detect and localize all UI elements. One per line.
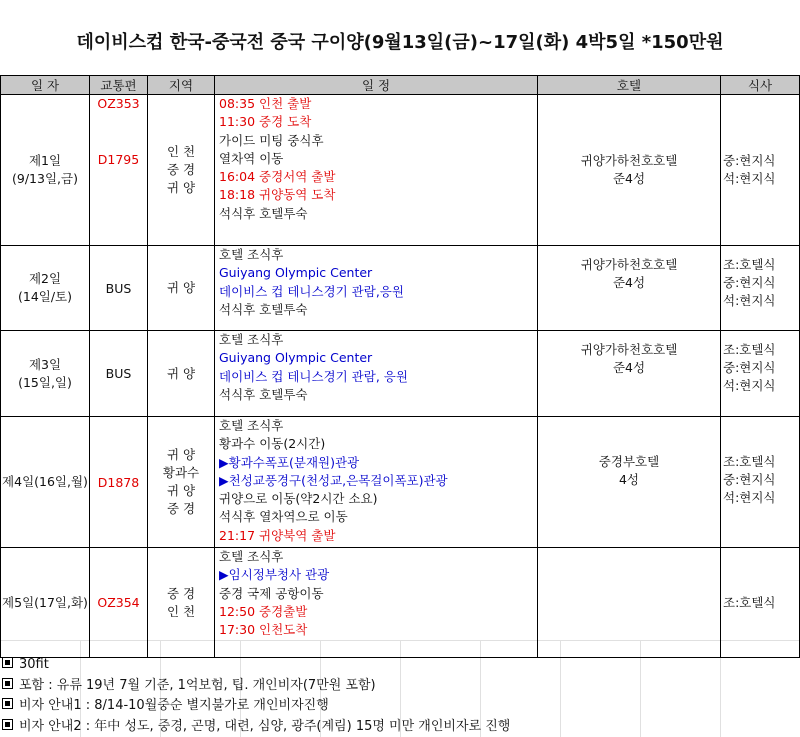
region-cell bbox=[148, 417, 215, 548]
itinerary-line: Guiyang Olympic Center bbox=[219, 350, 373, 366]
meal-text: 석:현지식 bbox=[723, 293, 776, 308]
date-text: 제1일 bbox=[28, 153, 62, 168]
note-item: 비자 안내1 : 8/14-10월중순 별지불가로 개인비자진행 bbox=[2, 696, 510, 717]
date-cell bbox=[1, 417, 90, 548]
bullet-square-icon bbox=[2, 678, 13, 689]
meals-cell bbox=[721, 246, 800, 331]
region-text: 귀 양 bbox=[166, 365, 196, 381]
itinerary-line: 호텔 조식후 bbox=[219, 247, 284, 262]
page-title: 데이비스컵 한국-중국전 중국 구이양(9월13일(금)~17일(화) 4박5일 *150만원 bbox=[76, 32, 724, 53]
region-cell bbox=[148, 331, 215, 417]
date-text: 제3일 bbox=[28, 356, 62, 372]
transport-text: BUS bbox=[105, 366, 132, 381]
region-text: 귀 양 bbox=[166, 447, 196, 462]
itinerary-line: 열차역 이동 bbox=[219, 150, 284, 166]
meals-cell bbox=[721, 548, 800, 658]
hotel-text: 준4성 bbox=[612, 360, 646, 375]
meals-cell bbox=[721, 331, 800, 417]
region-text: 귀 양 bbox=[166, 483, 196, 498]
transport-text: OZ354 bbox=[97, 595, 140, 610]
meal-text: 중:현지식 bbox=[723, 275, 776, 290]
schedule-row bbox=[1, 331, 800, 417]
meal-text: 석:현지식 bbox=[723, 490, 776, 505]
meal-text: 중:현지식 bbox=[723, 153, 776, 168]
schedule-row bbox=[1, 417, 800, 548]
bullet-square-icon bbox=[2, 719, 13, 730]
itinerary-line: ▶임시정부청사 관광 bbox=[219, 567, 330, 583]
hotel-text: 4성 bbox=[618, 472, 640, 487]
transport-text: BUS bbox=[105, 280, 132, 296]
itinerary-line: 석식후 열차역으로 이동 bbox=[219, 509, 348, 525]
itinerary-line: 석식후 호텔투숙 bbox=[219, 301, 308, 317]
header-region: 지역 bbox=[148, 76, 215, 95]
header-date: 일 자 bbox=[1, 76, 90, 95]
region-text: 인 천 bbox=[166, 603, 196, 619]
date-cell bbox=[1, 95, 90, 246]
header-hotel: 호텔 bbox=[538, 76, 721, 95]
hotel-text: 귀양가하천호호텔 bbox=[580, 153, 678, 168]
meals-cell bbox=[721, 417, 800, 548]
itinerary-cell bbox=[215, 246, 538, 331]
itinerary-line: 중경 국제 공항이동 bbox=[219, 585, 324, 601]
itinerary-line: 18:18 귀양동역 도착 bbox=[219, 187, 336, 203]
date-text: 제4일(16일,월) bbox=[2, 474, 88, 489]
region-text: 중 경 bbox=[166, 501, 196, 516]
date-text: (15일,일) bbox=[18, 374, 72, 390]
hotel-cell bbox=[538, 246, 721, 331]
meal-text: 조:호텔식 bbox=[723, 454, 776, 469]
note-item: 포함 : 유류 19년 7월 기준, 1억보험, 팁. 개인비자(7만원 포함) bbox=[2, 676, 510, 697]
itinerary-line: 호텔 조식후 bbox=[219, 549, 284, 564]
hotel-cell bbox=[538, 548, 721, 658]
itinerary-cell bbox=[215, 95, 538, 246]
notes-section bbox=[2, 655, 510, 737]
itinerary-cell bbox=[215, 417, 538, 548]
itinerary-line: 황과수 이동(2시간) bbox=[219, 436, 326, 452]
itinerary-line: 08:35 인천 출발 bbox=[219, 96, 312, 111]
region-text: 황과수 bbox=[162, 465, 200, 480]
region-text: 귀 양 bbox=[166, 280, 196, 295]
region-cell bbox=[148, 548, 215, 658]
date-cell bbox=[1, 246, 90, 331]
hotel-text: 귀양가하천호호텔 bbox=[580, 257, 678, 272]
meals-cell bbox=[721, 95, 800, 246]
region-cell bbox=[148, 95, 215, 246]
hotel-text: 중경부호텔 bbox=[598, 454, 660, 469]
meal-text: 석:현지식 bbox=[723, 171, 776, 186]
itinerary-line: 가이드 미팅 중식후 bbox=[219, 132, 324, 148]
region-text: 중 경 bbox=[166, 162, 196, 177]
meal-text: 조:호텔식 bbox=[723, 257, 776, 272]
schedule-row bbox=[1, 95, 800, 246]
transport-cell bbox=[90, 417, 148, 548]
itinerary-line: 17:30 인천도착 bbox=[219, 622, 308, 638]
date-text: (9/13일,금) bbox=[12, 171, 78, 186]
hotel-cell bbox=[538, 95, 721, 246]
itinerary-line: 11:30 중경 도착 bbox=[219, 114, 312, 130]
meal-text: 조:호텔식 bbox=[723, 342, 776, 357]
header-meals: 식사 bbox=[721, 76, 800, 95]
itinerary-line: 호텔 조식후 bbox=[219, 332, 284, 347]
date-text: 제5일(17일,화) bbox=[2, 594, 88, 610]
schedule-row bbox=[1, 246, 800, 331]
itinerary-line: ▶황과수폭포(분재원)관광 bbox=[219, 454, 360, 470]
transport-text: D1878 bbox=[97, 474, 140, 490]
region-cell bbox=[148, 246, 215, 331]
itinerary-line: ▶천성교풍경구(천성교,은목걸이폭포)관광 bbox=[219, 472, 448, 488]
hotel-text: 귀양가하천호호텔 bbox=[580, 342, 678, 357]
itinerary-line: Guiyang Olympic Center bbox=[219, 265, 373, 281]
date-cell bbox=[1, 548, 90, 658]
hotel-text: 준4성 bbox=[612, 171, 646, 186]
meal-text: 중:현지식 bbox=[723, 360, 776, 375]
itinerary-line: 데이비스 컵 테니스경기 관람, 응원 bbox=[219, 368, 408, 384]
itinerary-line: 16:04 중경서역 출발 bbox=[219, 169, 336, 185]
note-item: 30fit bbox=[2, 655, 510, 676]
meal-text: 조:호텔식 bbox=[723, 594, 776, 610]
itinerary-line: 데이비스 컵 테니스경기 관람,응원 bbox=[219, 283, 404, 299]
table-header-row bbox=[1, 76, 800, 95]
transport-text: D1795 bbox=[97, 152, 140, 167]
note-item: 비자 안내2 : 年中 성도, 중경, 곤명, 대련, 심양, 광주(계림) 15명 미만 개인비자로 진행 bbox=[2, 717, 510, 737]
meal-text: 중:현지식 bbox=[723, 472, 776, 487]
itinerary-cell bbox=[215, 331, 538, 417]
itinerary-line: 호텔 조식후 bbox=[219, 418, 284, 433]
date-text: 제2일 bbox=[28, 271, 62, 286]
schedule-table bbox=[0, 75, 800, 658]
itinerary-line: 석식후 호텔투숙 bbox=[219, 205, 308, 221]
hotel-cell bbox=[538, 331, 721, 417]
hotel-cell bbox=[538, 417, 721, 548]
date-text: (14일/토) bbox=[17, 289, 73, 304]
schedule-row bbox=[1, 548, 800, 658]
region-text: 귀 양 bbox=[166, 180, 196, 195]
region-text: 인 천 bbox=[166, 144, 196, 159]
transport-text: OZ353 bbox=[97, 96, 140, 111]
itinerary-cell bbox=[215, 548, 538, 658]
header-itinerary: 일 정 bbox=[215, 76, 538, 95]
transport-cell bbox=[90, 95, 148, 246]
itinerary-line: 귀양으로 이동(약2시간 소요) bbox=[219, 491, 378, 507]
bullet-square-icon bbox=[2, 698, 13, 709]
itinerary-line: 21:17 귀양북역 출발 bbox=[219, 527, 336, 543]
bullet-square-icon bbox=[2, 657, 13, 668]
transport-cell bbox=[90, 548, 148, 658]
hotel-text: 준4성 bbox=[612, 275, 646, 290]
header-transport: 교통편 bbox=[90, 76, 148, 95]
itinerary-line: 12:50 중경출발 bbox=[219, 603, 308, 619]
date-cell bbox=[1, 331, 90, 417]
transport-cell bbox=[90, 246, 148, 331]
transport-cell bbox=[90, 331, 148, 417]
itinerary-line: 석식후 호텔투숙 bbox=[219, 386, 308, 402]
meal-text: 석:현지식 bbox=[723, 378, 776, 393]
region-text: 중 경 bbox=[166, 585, 196, 601]
